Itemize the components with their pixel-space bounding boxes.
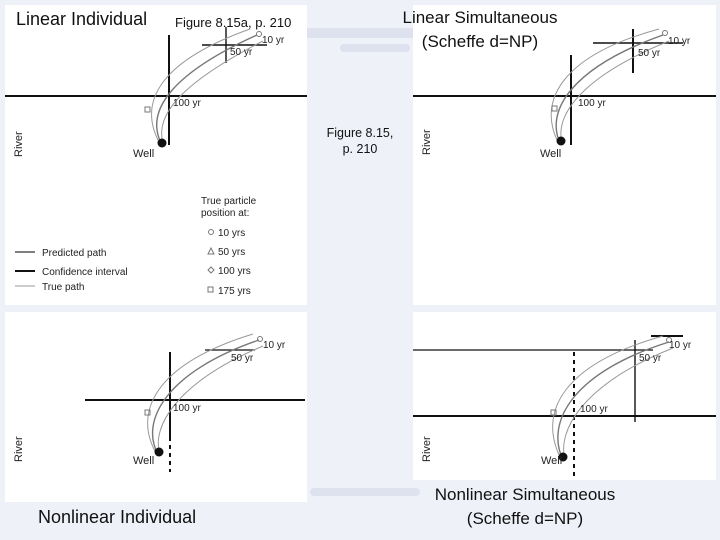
label-well: Well [133,455,155,467]
figure-caption-8-15a: Figure 8.15a, p. 210 [175,15,292,30]
legend-marker-50yrs [208,248,214,254]
label-10yr: 10 yr [669,340,692,351]
label-10yr: 10 yr [263,340,286,351]
legend-line-label: Confidence interval [42,267,128,278]
label-river: River [421,436,433,462]
well-dot [158,139,167,148]
marker-175yrs [552,106,557,111]
label-river: River [13,436,25,462]
panel-nonlinear-individual [5,312,307,502]
legend-line-label: Predicted path [42,248,107,259]
diagram-nonlinear-individual [5,312,307,502]
legend-heading: position at: [201,208,250,219]
legend-marker-100yrs [208,267,214,273]
title-linear-individual: Linear Individual [16,9,148,29]
title-linear-simultaneous [380,6,580,54]
marker-10yrs [257,32,262,37]
background-streak [310,488,420,496]
legend-marker-label: 175 yrs [218,286,251,297]
label-50yr: 50 yr [231,353,254,364]
panel-nonlinear-simultaneous [413,312,716,480]
label-100yr: 100 yr [173,403,201,414]
legend-marker-175yrs [208,287,213,292]
diagram-nonlinear-simultaneous [413,312,716,480]
marker-10yrs [663,31,668,36]
label-10yr: 10 yr [668,36,691,47]
label-100yr: 100 yr [580,404,608,415]
marker-10yrs [258,337,263,342]
title-nonlinear-individual: Nonlinear Individual [38,507,197,527]
title-line: (Scheffe d=NP) [421,32,539,51]
title-line: Linear Simultaneous [402,8,558,27]
caption-line: p. 210 [342,142,378,156]
confidence-path [148,334,253,453]
legend-marker-label: 100 yrs [218,266,251,277]
label-river: River [13,131,25,157]
panel-linear-individual [5,5,307,305]
title-line: Nonlinear Simultaneous [434,485,616,504]
label-well: Well [133,148,155,160]
caption-line: Figure 8.15, [326,126,394,140]
diagram-linear-individual [5,5,307,305]
title-line: (Scheffe d=NP) [466,509,584,528]
label-50yr: 50 yr [638,48,661,59]
label-50yr: 50 yr [639,353,662,364]
label-well: Well [540,148,562,160]
figure-caption-center [310,125,410,157]
label-10yr: 10 yr [262,35,285,46]
title-nonlinear-simultaneous [405,483,645,531]
label-50yr: 50 yr [230,47,253,58]
label-100yr: 100 yr [578,98,606,109]
well-dot [155,448,164,457]
legend-marker-10yrs [209,230,214,235]
label-river: River [421,129,433,155]
marker-175yrs [145,107,150,112]
legend-line-label: True path [42,282,85,293]
legend-heading: True particle [201,196,257,207]
legend-marker-label: 10 yrs [218,228,246,239]
label-well: Well [541,455,563,467]
legend-marker-label: 50 yrs [218,247,246,258]
well-dot [557,137,566,146]
label-100yr: 100 yr [173,98,201,109]
